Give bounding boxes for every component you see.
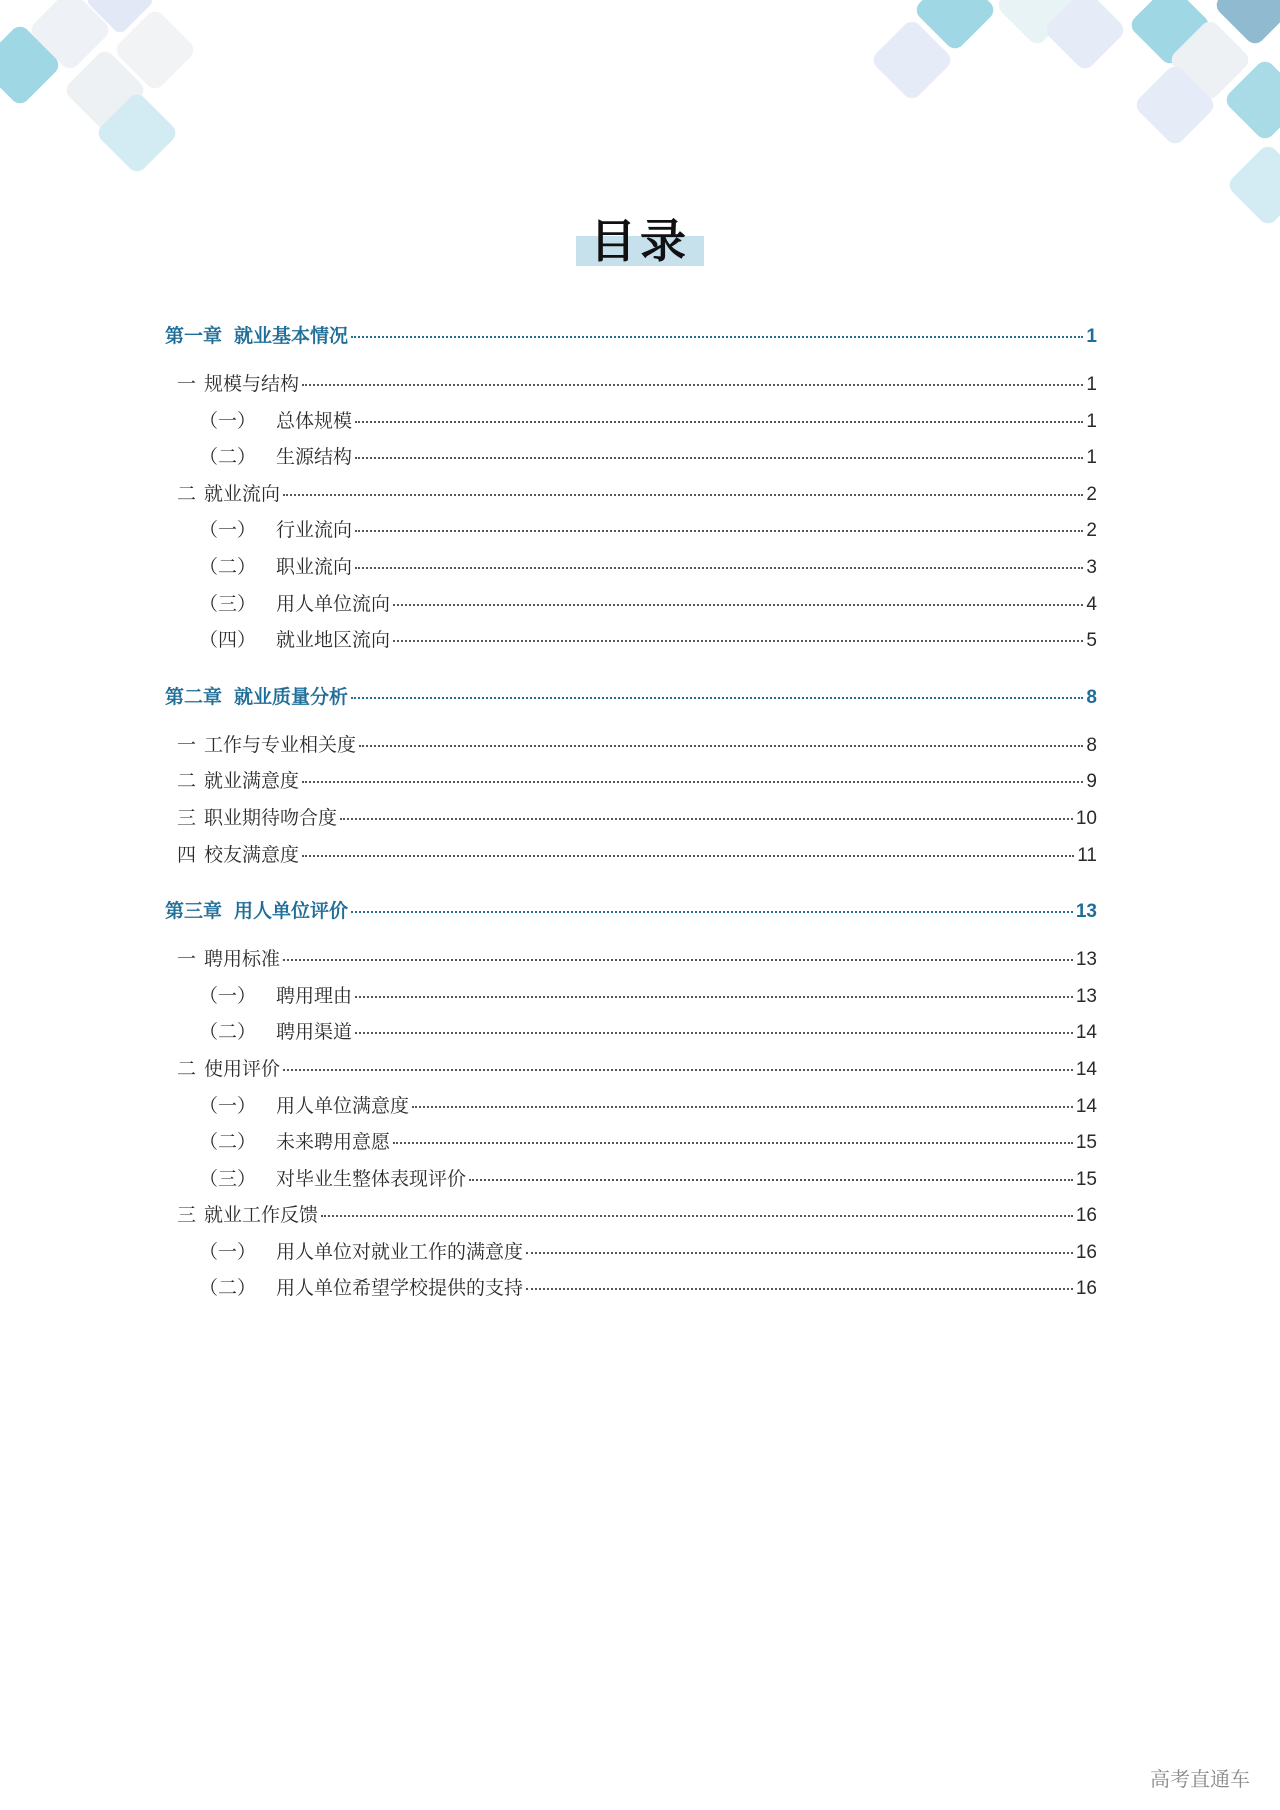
toc-section-entry[interactable]	[165, 476, 1097, 513]
toc-entry-label: 就业工作反馈	[204, 1204, 319, 1227]
toc-page-number: 5	[1086, 630, 1097, 652]
toc-subsection-entry[interactable]	[165, 622, 1097, 659]
toc-entry-number: 二	[177, 482, 197, 505]
dot-leader	[351, 336, 1083, 338]
toc-chapter-entry[interactable]	[165, 316, 1097, 356]
toc-entry-label: 就业地区流向	[276, 629, 391, 652]
toc-page-number: 14	[1075, 1095, 1097, 1117]
toc-page-number: 13	[1075, 985, 1097, 1007]
toc-entry-number: 三	[177, 1204, 197, 1227]
toc-entry-label: 聘用渠道	[276, 1021, 353, 1044]
toc-page-number: 1	[1086, 326, 1097, 347]
toc-page-number: 1	[1086, 374, 1097, 395]
toc-page-number: 15	[1075, 1132, 1097, 1154]
toc-subsection-entry[interactable]	[165, 439, 1097, 476]
toc-title-wrap	[0, 214, 1280, 268]
toc-section-entry[interactable]	[165, 837, 1097, 874]
toc-entry-number: （一）	[199, 409, 257, 432]
toc-entry-number: （二）	[199, 1277, 257, 1300]
toc-entry-label: 使用评价	[204, 1057, 281, 1080]
toc-page-number: 1	[1086, 447, 1097, 469]
dot-leader	[355, 996, 1073, 998]
dot-leader	[302, 855, 1074, 857]
table-of-contents	[165, 310, 1097, 1319]
toc-entry-number: （三）	[199, 592, 257, 615]
dot-leader	[526, 1252, 1073, 1254]
dot-leader	[469, 1179, 1073, 1181]
toc-entry-label: 就业质量分析	[234, 685, 349, 708]
dot-leader	[359, 745, 1083, 747]
toc-page-number: 2	[1086, 520, 1097, 542]
toc-page-number: 16	[1075, 1278, 1097, 1300]
toc-entry-label: 用人单位希望学校提供的支持	[276, 1277, 524, 1300]
toc-section-entry[interactable]	[165, 1197, 1097, 1234]
toc-chapter-entry[interactable]	[165, 891, 1097, 931]
toc-entry-label: 工作与专业相关度	[204, 733, 357, 756]
toc-entry-number: （二）	[199, 1131, 257, 1154]
toc-page-number: 16	[1075, 1205, 1097, 1227]
toc-subsection-entry[interactable]	[165, 1161, 1097, 1198]
toc-entry-number: （二）	[199, 555, 257, 578]
dot-leader	[321, 1215, 1073, 1217]
toc-subsection-entry[interactable]	[165, 1124, 1097, 1161]
toc-subsection-entry[interactable]	[165, 586, 1097, 623]
toc-entry-number: 三	[177, 806, 197, 829]
toc-entry-label: 用人单位对就业工作的满意度	[276, 1240, 524, 1263]
toc-section-entry[interactable]	[165, 366, 1097, 403]
toc-page-number: 11	[1077, 844, 1097, 866]
toc-entry-label: 未来聘用意愿	[276, 1131, 391, 1154]
dot-leader	[393, 640, 1083, 642]
toc-entry-label: 校友满意度	[204, 843, 300, 866]
dot-leader	[355, 530, 1083, 532]
toc-page-number: 10	[1075, 807, 1097, 829]
toc-entry-label: 行业流向	[276, 519, 353, 542]
toc-entry-number: 二	[177, 1057, 197, 1080]
dot-leader	[412, 1106, 1073, 1108]
toc-subsection-entry[interactable]	[165, 1234, 1097, 1271]
toc-entry-number: （二）	[199, 1021, 257, 1044]
toc-entry-label: 就业基本情况	[234, 325, 349, 347]
dot-leader	[340, 818, 1073, 820]
toc-entry-label: 就业流向	[204, 482, 281, 505]
dot-leader	[355, 421, 1083, 423]
toc-subsection-entry[interactable]	[165, 1014, 1097, 1051]
toc-subsection-entry[interactable]	[165, 1270, 1097, 1307]
dot-leader	[351, 911, 1073, 913]
dot-leader	[283, 494, 1083, 496]
toc-subsection-entry[interactable]	[165, 1088, 1097, 1125]
dot-leader	[393, 1142, 1073, 1144]
toc-entry-label: 对毕业生整体表现评价	[276, 1167, 467, 1190]
toc-page-number: 9	[1086, 771, 1097, 793]
dot-leader	[283, 959, 1073, 961]
toc-page-number: 8	[1086, 734, 1097, 756]
toc-entry-label: 总体规模	[276, 409, 353, 432]
toc-entry-number: （一）	[199, 1094, 257, 1117]
toc-entry-number: （三）	[199, 1167, 257, 1190]
toc-entry-label: 用人单位流向	[276, 592, 391, 615]
dot-leader	[302, 781, 1083, 783]
chapter-spacer	[165, 873, 1097, 885]
toc-section-entry[interactable]	[165, 763, 1097, 800]
chapter-spacer	[165, 1307, 1097, 1319]
toc-entry-label: 生源结构	[276, 446, 353, 469]
toc-chapter-entry[interactable]	[165, 677, 1097, 717]
toc-page-number: 13	[1075, 949, 1097, 971]
toc-section-entry[interactable]	[165, 800, 1097, 837]
toc-entry-label: 规模与结构	[204, 373, 300, 395]
toc-subsection-entry[interactable]	[165, 978, 1097, 1015]
toc-entry-number: 第二章	[165, 685, 223, 708]
toc-entry-label: 聘用理由	[276, 984, 353, 1007]
toc-title: 目录	[574, 214, 706, 268]
dot-leader	[526, 1288, 1073, 1290]
toc-entry-label: 就业满意度	[204, 770, 300, 793]
dot-leader	[302, 384, 1083, 386]
toc-entry-number: 第三章	[165, 900, 223, 923]
dot-leader	[355, 1032, 1073, 1034]
chapter-spacer	[165, 659, 1097, 671]
toc-page-number: 3	[1086, 556, 1097, 578]
dot-leader	[355, 567, 1083, 569]
toc-entry-number: 一	[177, 373, 197, 395]
toc-page-number: 4	[1086, 593, 1097, 615]
toc-entry-number: （二）	[199, 446, 257, 469]
toc-page-number: 15	[1075, 1168, 1097, 1190]
toc-section-entry[interactable]	[165, 941, 1097, 978]
toc-section-entry[interactable]	[165, 1051, 1097, 1088]
toc-entry-number: 第一章	[165, 325, 223, 347]
toc-entry-number: 四	[177, 843, 197, 866]
toc-entry-label: 职业流向	[276, 555, 353, 578]
toc-page-number: 14	[1075, 1058, 1097, 1080]
dot-leader	[351, 697, 1083, 699]
toc-page-number: 14	[1075, 1022, 1097, 1044]
watermark: 高考直通车	[1150, 1767, 1250, 1791]
toc-entry-label: 聘用标准	[204, 948, 281, 971]
toc-entry-number: （一）	[199, 519, 257, 542]
toc-entry-number: （一）	[199, 1240, 257, 1263]
dot-leader	[393, 604, 1083, 606]
toc-entry-number: 一	[177, 733, 197, 756]
toc-entry-number: （一）	[199, 984, 257, 1007]
toc-entry-label: 用人单位满意度	[276, 1094, 410, 1117]
toc-entry-number: 二	[177, 770, 197, 793]
toc-page-number: 13	[1075, 901, 1097, 923]
toc-subsection-entry[interactable]	[165, 549, 1097, 586]
toc-page-number: 8	[1086, 686, 1097, 708]
toc-page-number: 2	[1086, 483, 1097, 505]
dot-leader	[283, 1069, 1073, 1071]
toc-section-entry[interactable]	[165, 727, 1097, 764]
toc-subsection-entry[interactable]	[165, 403, 1097, 440]
toc-entry-label: 职业期待吻合度	[204, 806, 338, 829]
toc-entry-number: （四）	[199, 629, 257, 652]
toc-page-number: 16	[1075, 1241, 1097, 1263]
toc-entry-number: 一	[177, 948, 197, 971]
toc-entry-label: 用人单位评价	[234, 900, 349, 923]
toc-page-number: 1	[1086, 410, 1097, 432]
toc-subsection-entry[interactable]	[165, 512, 1097, 549]
dot-leader	[355, 457, 1083, 459]
